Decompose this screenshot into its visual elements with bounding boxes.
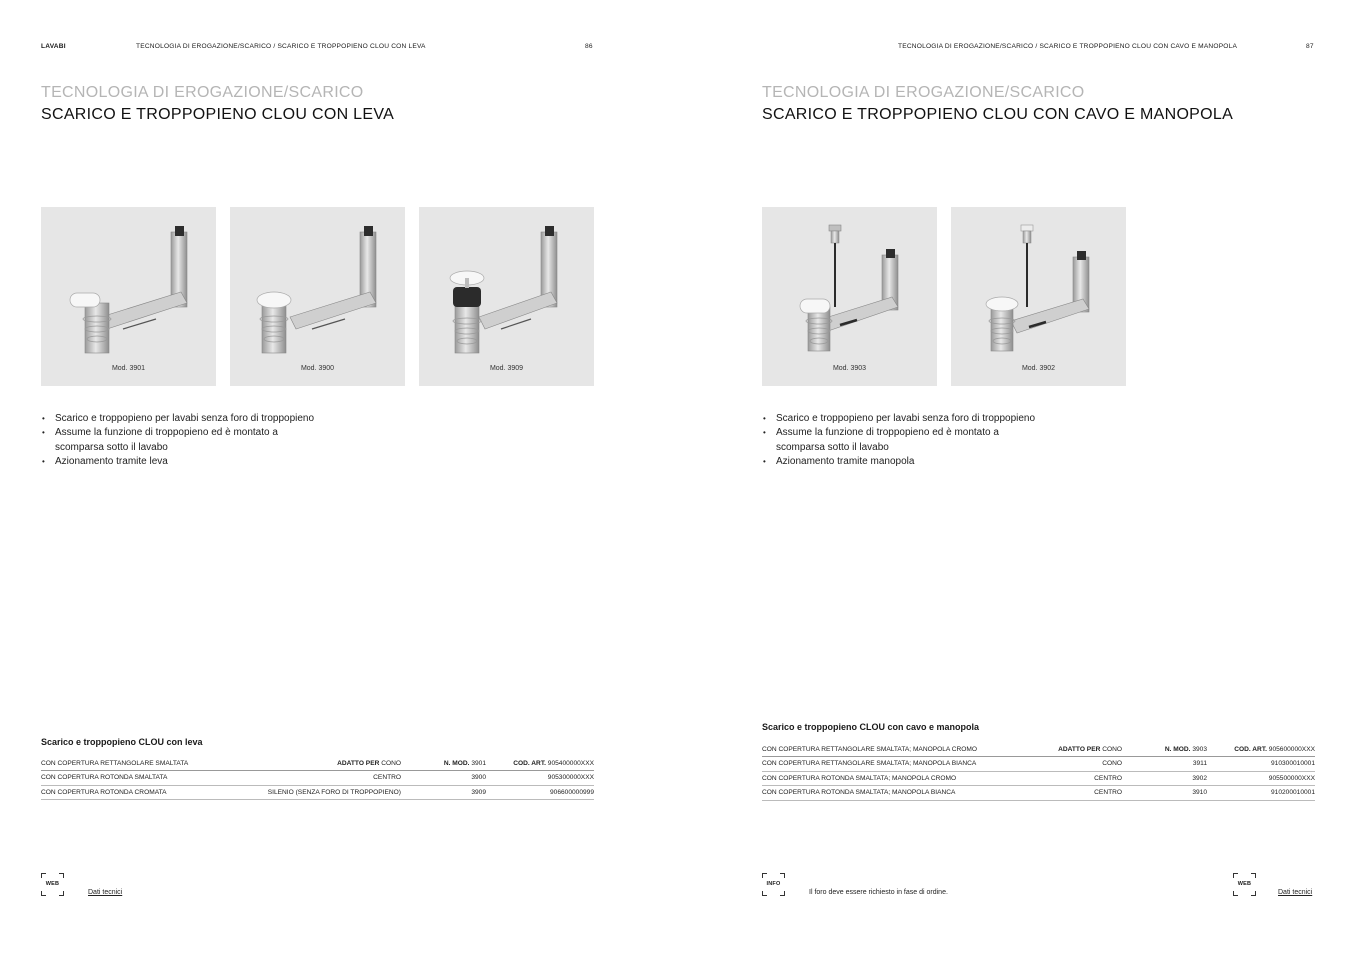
corner-mark (41, 891, 46, 896)
drain-cable-knob-illustration (951, 207, 1126, 365)
table-cell-mod (1122, 742, 1207, 757)
code-label: COD. ART. (1234, 745, 1267, 753)
corner-mark (41, 873, 46, 878)
badge-label: INFO (766, 881, 781, 887)
product-image-card[interactable] (41, 207, 216, 386)
technical-data-link[interactable]: Dati tecnici (1278, 889, 1313, 896)
table-row (762, 771, 1315, 786)
product-caption: Mod. 3903 (832, 365, 867, 372)
table-cell-mod: 3911 (1122, 757, 1207, 772)
feature-item: • Assume la funzione di troppopieno ed è montato a (762, 426, 1035, 440)
table-cell-mod: 3900 (401, 771, 486, 786)
fit-value: CONO (381, 759, 401, 767)
table-cell-fit (221, 756, 401, 771)
right-page (678, 0, 1356, 959)
mod-value: 3903 (1192, 745, 1207, 753)
product-image-card[interactable] (762, 207, 937, 386)
feature-item-text: scomparsa sotto il lavabo (55, 441, 168, 453)
feature-item: • Scarico e troppopieno per lavabi senza foro di troppopieno (762, 412, 1035, 426)
table-cell-desc: CON COPERTURA ROTONDA SMALTATA; MANOPOLA BIANCA (762, 786, 1012, 801)
product-caption: Mod. 3909 (489, 365, 524, 372)
table-cell-desc: CON COPERTURA RETTANGOLARE SMALTATA; MANOPOLA BIANCA (762, 757, 1012, 772)
table-cell-mod: 3909 (401, 785, 486, 800)
table-title: Scarico e troppopieno CLOU con leva (41, 737, 203, 747)
table-title: Scarico e troppopieno CLOU con cavo e manopola (762, 722, 980, 732)
mod-value: 3901 (471, 759, 486, 767)
code-label: COD. ART. (513, 759, 546, 767)
table-cell-desc: CON COPERTURA ROTONDA SMALTATA; MANOPOLA CROMO (762, 771, 1012, 786)
feature-item-continuation (762, 441, 1035, 455)
product-caption: Mod. 3901 (111, 365, 146, 372)
mod-label: N. MOD. (443, 759, 470, 767)
feature-item-text: scomparsa sotto il lavabo (776, 441, 889, 453)
product-image-card[interactable] (951, 207, 1126, 386)
table-cell-desc: CON COPERTURA ROTONDA SMALTATA (41, 771, 221, 786)
feature-item: • Scarico e troppopieno per lavabi senza foro di troppopieno (41, 412, 314, 426)
table-cell-code: 910300010001 (1207, 757, 1315, 772)
order-note: Il foro deve essere richiesto in fase di ordine. (809, 889, 948, 896)
table-cell-mod: 3910 (1122, 786, 1207, 801)
web-qr-badge[interactable] (41, 873, 64, 896)
section-label: LAVABI (41, 43, 66, 50)
badge-label: WEB (1237, 881, 1252, 887)
table-cell-fit: SILENIO (SENZA FORO DI TROPPOPIENO) (221, 785, 401, 800)
code-value: 905600000XXX (1268, 745, 1315, 753)
feature-list (762, 412, 1035, 470)
corner-mark (1233, 891, 1238, 896)
product-caption: Mod. 3902 (1021, 365, 1056, 372)
fit-value: CONO (1102, 745, 1122, 753)
corner-mark (780, 873, 785, 878)
table-row (41, 771, 594, 786)
table-cell-fit: CENTRO (221, 771, 401, 786)
code-value: 905400000XXX (547, 759, 594, 767)
feature-list (41, 412, 314, 470)
breadcrumb: TECNOLOGIA DI EROGAZIONE/SCARICO / SCARICO E TROPPOPIENO CLOU CON CAVO E MANOPOLA (898, 43, 1238, 50)
fit-label: ADATTO PER (337, 759, 380, 767)
table-cell-mod: 3902 (1122, 771, 1207, 786)
table-row (762, 786, 1315, 801)
table-header-row (762, 742, 1315, 757)
fit-label: ADATTO PER (1058, 745, 1101, 753)
table-cell-code: 910200010001 (1207, 786, 1315, 801)
drain-cable-knob-illustration (762, 207, 937, 365)
page-supertitle: TECNOLOGIA DI EROGAZIONE/SCARICO (41, 84, 364, 101)
feature-item: • Azionamento tramite manopola (762, 455, 1035, 469)
table-cell-code (1207, 742, 1315, 757)
web-qr-badge[interactable] (1233, 873, 1256, 896)
corner-mark (1251, 891, 1256, 896)
table-cell-fit: CONO (1012, 757, 1122, 772)
corner-mark (780, 891, 785, 896)
table-cell-fit: CENTRO (1012, 771, 1122, 786)
table-cell-mod (401, 756, 486, 771)
feature-item: • Assume la funzione di troppopieno ed è montato a (41, 426, 314, 440)
info-badge[interactable] (762, 873, 785, 896)
corner-mark (1233, 873, 1238, 878)
table-row (41, 785, 594, 800)
table-cell-code: 906600000999 (486, 785, 594, 800)
table-cell-desc: CON COPERTURA ROTONDA CROMATA (41, 785, 221, 800)
table-header-row (41, 756, 594, 771)
drain-lever-illustration (419, 207, 594, 365)
corner-mark (762, 891, 767, 896)
page-supertitle: TECNOLOGIA DI EROGAZIONE/SCARICO (762, 84, 1085, 101)
product-image-card[interactable] (419, 207, 594, 386)
table-cell-desc: CON COPERTURA RETTANGOLARE SMALTATA (41, 756, 221, 771)
table-cell-desc: CON COPERTURA RETTANGOLARE SMALTATA; MANOPOLA CROMO (762, 742, 1012, 757)
page-number: 86 (585, 43, 593, 50)
corner-mark (1251, 873, 1256, 878)
mod-label: N. MOD. (1164, 745, 1191, 753)
spec-table (41, 756, 594, 800)
breadcrumb: TECNOLOGIA DI EROGAZIONE/SCARICO / SCARICO E TROPPOPIENO CLOU CON LEVA (136, 43, 426, 50)
drain-lever-illustration (230, 207, 405, 365)
drain-lever-illustration (41, 207, 216, 365)
corner-mark (59, 891, 64, 896)
table-cell-fit: CENTRO (1012, 786, 1122, 801)
table-cell-code: 905500000XXX (1207, 771, 1315, 786)
table-cell-fit (1012, 742, 1122, 757)
technical-data-link[interactable]: Dati tecnici (88, 889, 123, 896)
feature-item-continuation (41, 441, 314, 455)
corner-mark (59, 873, 64, 878)
product-image-card[interactable] (230, 207, 405, 386)
table-cell-code (486, 756, 594, 771)
corner-mark (762, 873, 767, 878)
page-number: 87 (1306, 43, 1314, 50)
table-cell-code: 905300000XXX (486, 771, 594, 786)
spec-table (762, 742, 1315, 801)
table-row (762, 757, 1315, 772)
feature-item: • Azionamento tramite leva (41, 455, 314, 469)
badge-label: WEB (45, 881, 60, 887)
page-title: SCARICO E TROPPOPIENO CLOU CON CAVO E MANOPOLA (762, 106, 1234, 123)
product-caption: Mod. 3900 (300, 365, 335, 372)
page-title: SCARICO E TROPPOPIENO CLOU CON LEVA (41, 106, 395, 123)
